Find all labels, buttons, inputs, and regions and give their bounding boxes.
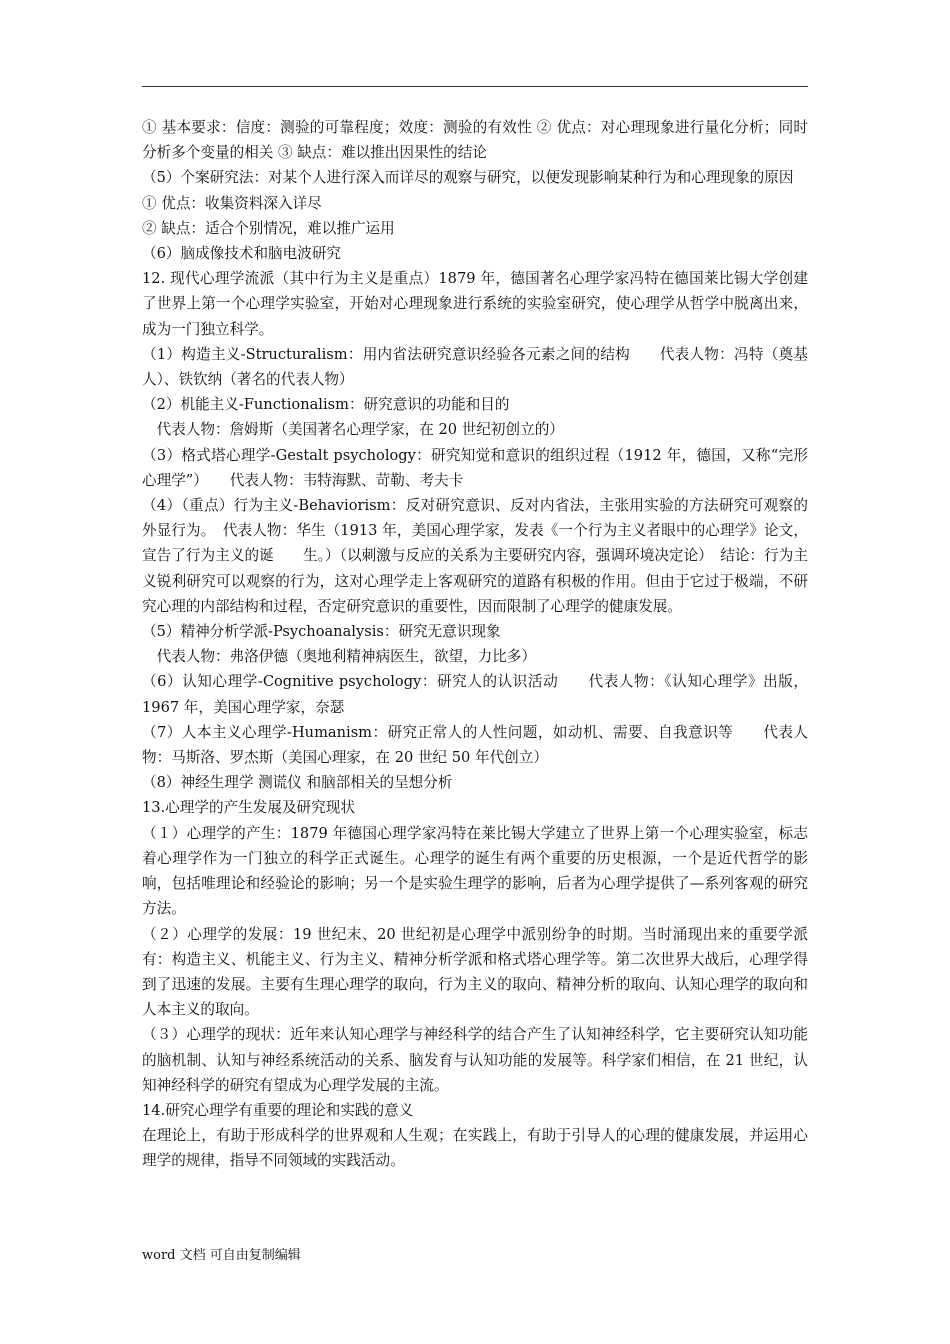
paragraph: （4）（重点）行为主义-Behaviorism：反对研究意识、反对内省法，主张用实验的方法研究可观察的外显行为。 代表人物：华生（1913 年，美国心理学家，发表《一个行为主义者眼中的心理学》论文，宣告了行为主义的诞 生。）（以刺激与反应的关系为主要研究内容，强调环境决定论） 结论：行为主义锐利研究可以观察的行为，这对心理学走上客观研究的道路有积极的作用。但由于它过于极端，不研究心理的内部结构和过程，否定研究意识的重要性，因而限制了心理学的健康发展。 [142, 497, 808, 615]
paragraph: （8）神经生理学 测谎仪 和脑部相关的呈想分析 [142, 774, 453, 792]
paragraph: （１）心理学的产生：1879 年德国心理学家冯特在莱比锡大学建立了世界上第一个心理实验室，标志着心理学作为一门独立的科学正式诞生。心理学的诞生有两个重要的历史根源，一个是近代哲学的影响，包括唯理论和经验论的影响；另一个是实验生理学的影响，后者为心理学提供了—系列客观的研究方法。 [142, 824, 808, 918]
section-heading: 14.研究心理学有重要的理论和实践的意义 [142, 1101, 414, 1119]
paragraph: （5）精神分析学派-Psychoanalysis：研究无意识现象 [142, 623, 501, 641]
paragraph: ① 基本要求：信度：测验的可靠程度；效度：测验的有效性 ② 优点：对心理现象进行量化分析；同时分析多个变量的相关 ③ 缺点：难以推出因果性的结论 [142, 119, 808, 162]
document-body [142, 115, 808, 1174]
paragraph: （6）认知心理学-Cognitive psychology：研究人的认识活动 代表人物：《认知心理学》出版，1967 年，美国心理学家，奈瑟 [142, 673, 808, 716]
paragraph: （7）人本主义心理学-Humanism：研究正常人的人性问题，如动机、需要、自我意识等 代表人物：马斯洛、罗杰斯（美国心理家，在 20 世纪 50 年代创立） [142, 723, 808, 767]
header-rule [142, 86, 808, 87]
paragraph: （1）构造主义-Structuralism：用内省法研究意识经验各元素之间的结构 代表人物：冯特（奠基人）、铁钦纳（著名的代表人物） [142, 345, 808, 389]
paragraph: 代表人物：詹姆斯（美国著名心理学家，在 20 世纪初创立的） [142, 421, 564, 439]
section-heading: 12. 现代心理学流派（其中行为主义是重点）1879 年，德国著名心理学家冯特在德国莱比锡大学创建了世界上第一个心理学实验室，开始对心理现象进行系统的实验室研究，使心理学从哲学中脱离出来，成为一门独立科学。 [142, 270, 808, 338]
paragraph: （２）心理学的发展：19 世纪末、20 世纪初是心理学中派别纷争的时期。当时涌现出来的重要学派有：构造主义、机能主义、行为主义、精神分析学派和格式塔心理学等。第二次世界大战后，心理学得到了迅速的发展。主要有生理心理学的取向，行为主义的取向、精神分析的取向、认知心理学的取向和人本主义的取向。 [142, 925, 808, 1019]
paragraph: （2）机能主义-Functionalism：研究意识的功能和目的 [142, 396, 510, 414]
paragraph: （3）格式塔心理学-Gestalt psychology：研究知觉和意识的组织过程（1912 年，德国，又称“完形心理学”） 代表人物：韦特海默、苛勒、考夫卡 [142, 446, 808, 489]
page-footer: word 文档 可自由复制编辑 [142, 1248, 301, 1263]
paragraph: （5）个案研究法：对某个人进行深入而详尽的观察与研究，以便发现影响某种行为和心理现象的原因 [142, 169, 794, 187]
paragraph: 在理论上，有助于形成科学的世界观和人生观；在实践上，有助于引导人的心理的健康发展，并运用心理学的规律，指导不同领域的实践活动。 [142, 1127, 808, 1170]
paragraph: 代表人物：弗洛伊德（奥地利精神病医生，欲望，力比多） [142, 648, 537, 666]
paragraph: ② 缺点：适合个别情况，难以推广运用 [142, 219, 395, 237]
paragraph: ① 优点：收集资料深入详尽 [142, 194, 322, 212]
paragraph: （３）心理学的现状：近年来认知心理学与神经科学的结合产生了认知神经科学，它主要研究认知功能的脑机制、认知与神经系统活动的关系、脑发育与认知功能的发展等。科学家们相信，在 21 世纪，认知神经科学的研究有望成为心理学发展的主流。 [142, 1026, 808, 1094]
paragraph: （6）脑成像技术和脑电波研究 [142, 245, 342, 263]
section-heading: 13.心理学的产生发展及研究现状 [142, 799, 355, 817]
